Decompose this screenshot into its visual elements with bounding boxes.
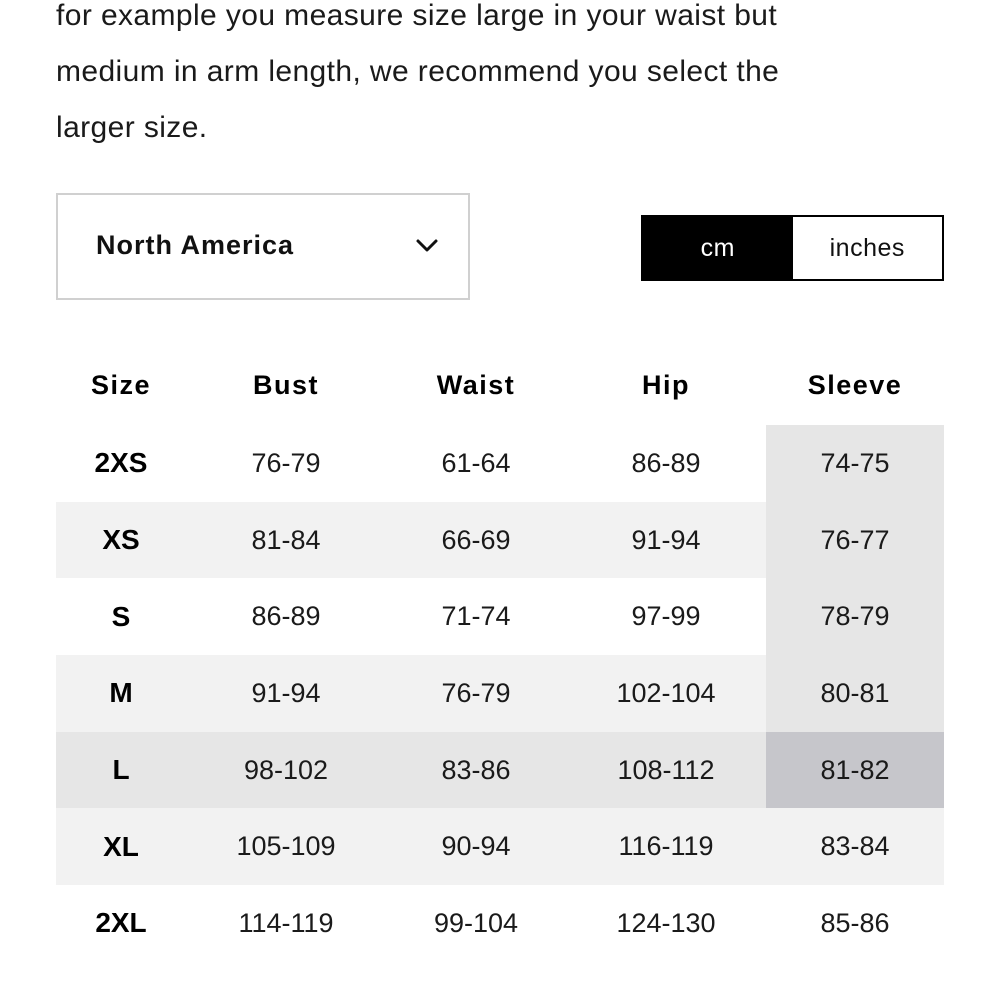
sleeve-cell-highlighted: 81-82 xyxy=(766,732,944,809)
column-header-sleeve: Sleeve xyxy=(807,369,903,400)
waist-cell: 66-69 xyxy=(441,524,511,555)
column-header-hip: Hip xyxy=(642,369,690,400)
hip-cell: 124-130 xyxy=(616,907,716,938)
hip-cell: 108-112 xyxy=(617,754,715,785)
waist-cell: 83-86 xyxy=(441,754,511,785)
waist-cell: 90-94 xyxy=(441,831,511,862)
hip-cell: 116-119 xyxy=(618,831,714,862)
intro-line: larger size. xyxy=(56,111,208,144)
column-header-waist: Waist xyxy=(436,369,516,400)
hip-cell: 102-104 xyxy=(616,677,716,708)
size-cell: XL xyxy=(103,830,139,862)
bust-cell: 98-102 xyxy=(243,754,329,785)
size-chart-table xyxy=(56,345,944,962)
sleeve-cell: 83-84 xyxy=(820,831,890,862)
intro-text xyxy=(56,0,936,156)
table-row-highlighted xyxy=(56,732,944,809)
bust-cell: 86-89 xyxy=(251,601,321,632)
size-cell: XS xyxy=(102,524,140,556)
table-row xyxy=(56,808,944,885)
sleeve-cell: 76-77 xyxy=(766,502,944,579)
chevron-down-icon xyxy=(414,233,440,259)
waist-cell: 61-64 xyxy=(441,447,511,478)
intro-line: medium in arm length, we recommend you select the xyxy=(56,55,780,88)
bust-cell: 81-84 xyxy=(251,524,321,555)
unit-toggle xyxy=(641,215,944,281)
table-row xyxy=(56,655,944,732)
hip-cell: 86-89 xyxy=(631,447,701,478)
bust-cell: 114-119 xyxy=(238,907,334,938)
sleeve-cell: 78-79 xyxy=(766,578,944,655)
region-selected-value: North America xyxy=(96,230,295,260)
size-cell: 2XS xyxy=(94,447,148,479)
column-header-size: Size xyxy=(90,369,152,400)
sleeve-cell: 74-75 xyxy=(766,425,944,502)
sleeve-cell: 80-81 xyxy=(766,655,944,732)
waist-cell: 76-79 xyxy=(441,677,511,708)
table-row xyxy=(56,425,944,502)
hip-cell: 97-99 xyxy=(631,601,701,632)
column-header-bust: Bust xyxy=(253,369,319,400)
table-header-row xyxy=(56,345,944,425)
region-dropdown[interactable] xyxy=(56,193,470,300)
waist-cell: 71-74 xyxy=(441,601,511,632)
table-row xyxy=(56,885,944,962)
sleeve-cell: 85-86 xyxy=(820,907,890,938)
table-row xyxy=(56,578,944,655)
size-cell: M xyxy=(109,677,133,709)
size-cell: L xyxy=(112,754,130,786)
waist-cell: 99-104 xyxy=(433,907,519,938)
intro-line: for example you measure size large in your waist but xyxy=(56,0,778,32)
bust-cell: 105-109 xyxy=(236,831,336,862)
bust-cell: 76-79 xyxy=(251,447,321,478)
size-cell: 2XL xyxy=(95,907,147,939)
bust-cell: 91-94 xyxy=(251,677,321,708)
hip-cell: 91-94 xyxy=(631,524,701,555)
size-cell: S xyxy=(111,600,131,632)
table-row xyxy=(56,502,944,579)
unit-cm-button[interactable]: cm xyxy=(643,217,793,279)
unit-inches-button[interactable]: inches xyxy=(793,217,943,279)
